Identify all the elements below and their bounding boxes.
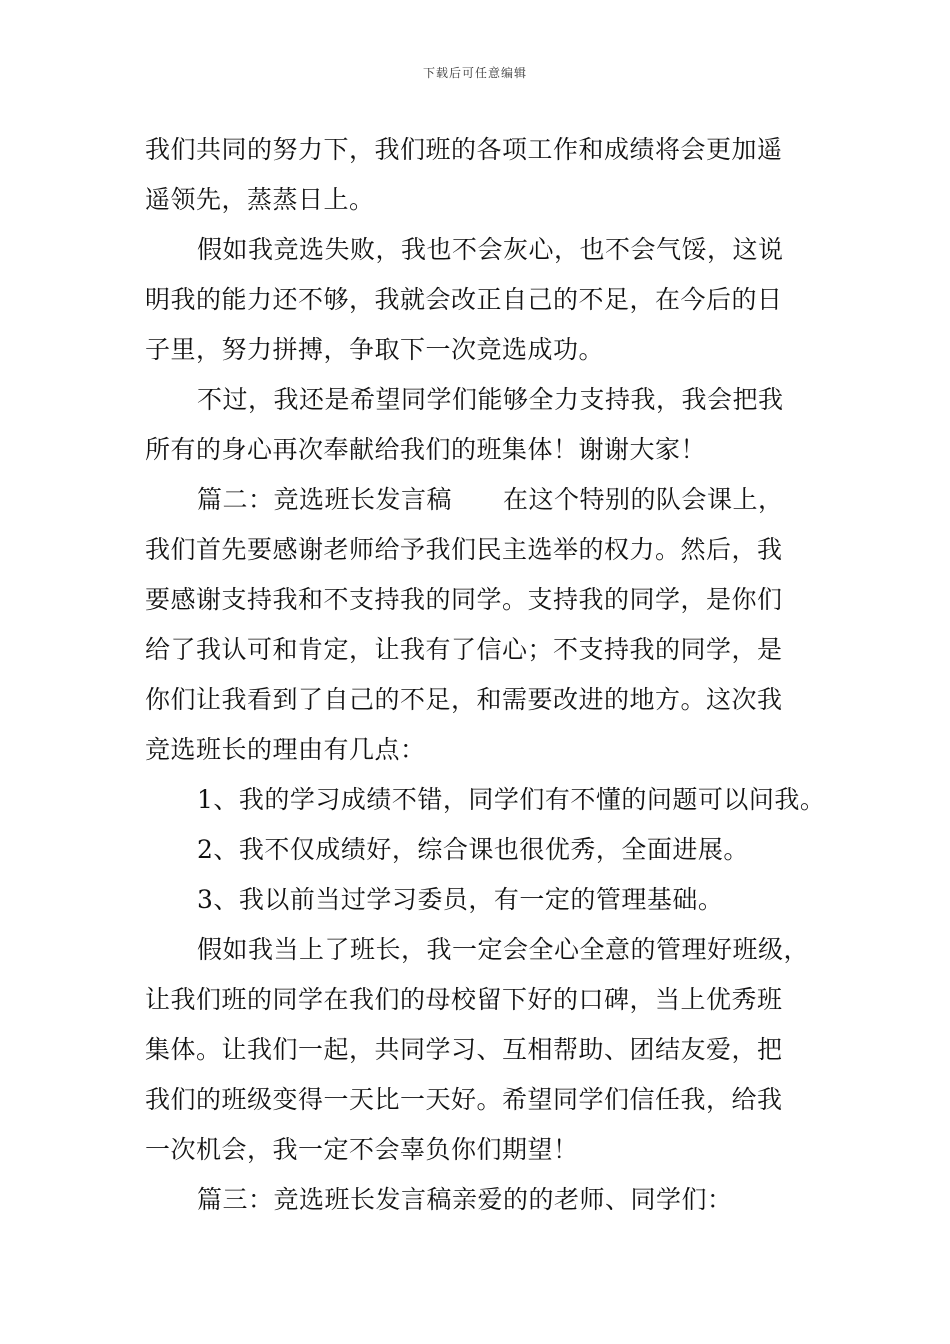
text-line: 我们首先要感谢老师给予我们民主选举的权力。然后，我 (145, 535, 783, 564)
paragraph-start: 不过，我还是希望同学们能够全力支持我，我会把我 (197, 385, 784, 414)
list-item: 1、我的学习成绩不错，同学们有不懂的问题可以问我。 (197, 785, 826, 814)
document-body (145, 125, 825, 1225)
text-line: 你们让我看到了自己的不足，和需要改进的地方。这次我 (145, 685, 783, 714)
text-line: 明我的能力还不够，我就会改正自己的不足，在今后的日 (145, 285, 783, 314)
page-header: 下载后可任意编辑 (422, 66, 527, 80)
paragraph-start: 假如我竞选失败，我也不会灰心，也不会气馁，这说 (197, 235, 784, 264)
text-line: 给了我认可和肯定，让我有了信心；不支持我的同学，是 (145, 635, 783, 664)
section-heading: 篇二：竞选班长发言稿 在这个特别的队会课上， (197, 485, 784, 514)
text-line: 子里，努力拼搏，争取下一次竞选成功。 (145, 335, 605, 364)
list-item: 2、我不仅成绩好，综合课也很优秀，全面进展。 (197, 835, 749, 864)
text-line: 遥领先，蒸蒸日上。 (145, 185, 375, 214)
section-heading: 篇三：竞选班长发言稿亲爱的的老师、同学们： (197, 1185, 733, 1214)
paragraph-start: 假如我当上了班长，我一定会全心全意的管理好班级， (197, 935, 810, 964)
text-line: 集体。让我们一起，共同学习、互相帮助、团结友爱，把 (145, 1035, 783, 1064)
text-line: 一次机会，我一定不会辜负你们期望！ (145, 1135, 579, 1164)
text-line: 要感谢支持我和不支持我的同学。支持我的同学，是你们 (145, 585, 783, 614)
text-line: 竞选班长的理由有几点： (145, 735, 426, 764)
text-line: 我们的班级变得一天比一天好。希望同学们信任我，给我 (145, 1085, 783, 1114)
text-line: 所有的身心再次奉献给我们的班集体！谢谢大家！ (145, 435, 707, 464)
list-item: 3、我以前当过学习委员，有一定的管理基础。 (197, 885, 724, 914)
text-line: 让我们班的同学在我们的母校留下好的口碑，当上优秀班 (145, 985, 783, 1014)
text-line: 我们共同的努力下，我们班的各项工作和成绩将会更加遥 (145, 135, 783, 164)
